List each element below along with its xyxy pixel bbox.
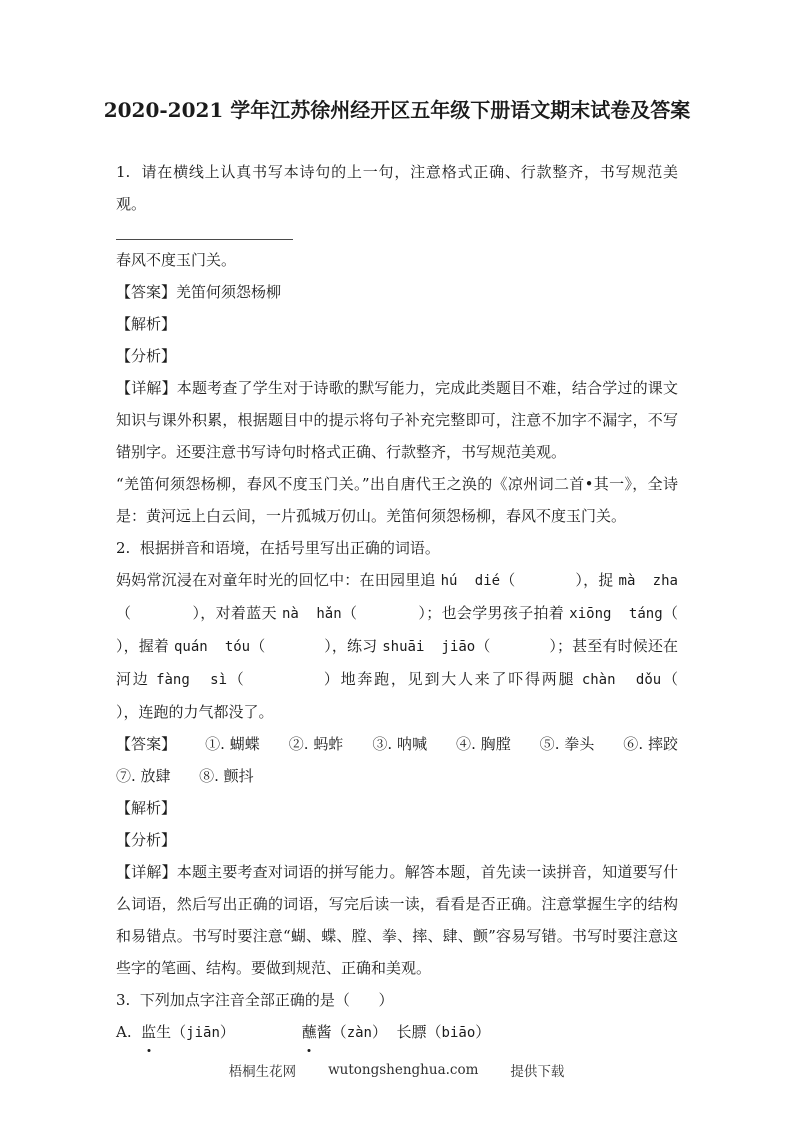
option-pinyin-run: biāo	[441, 1025, 476, 1041]
option-text-run: 酱（	[316, 1023, 347, 1041]
passage-text-run: （ ）；也会学男孩子拍着	[341, 604, 570, 622]
option-pinyin-run: jiān	[186, 1025, 220, 1041]
page-title: 2020-2021 学年江苏徐州经开区五年级下册语文期末试卷及答案	[103, 98, 691, 122]
passage-text-run: （ ），对着蓝天	[116, 604, 282, 622]
passage-text-run: 妈妈常沉浸在对童年时光的回忆中：在田园里追	[116, 571, 441, 589]
dotted-char: 蘸	[302, 1016, 317, 1048]
q2-answer: 【答案】 ①. 蝴蝶 ②. 蚂蚱 ③. 呐喊 ④. 胸膛 ⑤. 拳头 ⑥. 摔跤 ⑦. 放肆 ⑧. 颤抖	[116, 735, 698, 785]
option-text-run: 长膘（	[396, 1023, 442, 1041]
q2-jiexi-heading: 【解析】	[116, 799, 177, 817]
q1-stem: 1. 请在横线上认真书写本诗句的上一句，注意格式正确、行款整齐，书写规范美观。	[116, 163, 678, 213]
q2-passage	[116, 564, 736, 728]
q1-source-note: “羌笛何须怨杨柳，春风不度玉门关。”出自唐代王之涣的《凉州词二首•其一》，全诗是：黄河远上白云间，一片孤城万仞山。羌笛何须怨杨柳，春风不度玉门关。	[116, 475, 678, 525]
passage-text-run: （ ），捉	[500, 571, 619, 589]
answer-blank-line	[116, 227, 293, 240]
passage-pinyin-run: quán tóu	[173, 639, 251, 655]
passage-text-run: （ ），连跑的力气都没了。	[116, 670, 736, 721]
download-label: 提供下载	[510, 1064, 565, 1080]
option-label: A.	[116, 1023, 142, 1041]
page-footer	[0, 1060, 793, 1080]
q1-answer: 【答案】羌笛何须怨杨柳	[116, 283, 282, 301]
passage-text-run: （ ），握着	[116, 604, 736, 655]
passage-pinyin-run: xiōng táng	[569, 606, 663, 622]
site-url: wutongshenghua.com	[328, 1062, 479, 1078]
option-pinyin-run: zàn	[346, 1025, 372, 1041]
passage-pinyin-run: shuāi jiāo	[382, 639, 476, 655]
passage-text-run: （ ）地奔跑，见到大人来了吓得两腿	[227, 670, 582, 688]
passage-pinyin-run: nà hǎn	[282, 606, 342, 622]
q1-given-verse: 春风不度玉门关。	[116, 251, 237, 269]
site-name: 梧桐生花网	[228, 1064, 297, 1080]
passage-pinyin-run: fàng sì	[156, 672, 228, 688]
q2-detail: 【详解】本题主要考查对词语的拼写能力。解答本题，首先读一读拼音，知道要写什么词语，然后写出正确的词语，写完后读一读，看看是否正确。注意掌握生字的结构和易错点。书写时要注意“蝴、蝶、膛、拳、摔、肆、颤”容易写错。书写时要注意这些字的笔画、结构。要做到规范、正确和美观。	[116, 863, 678, 977]
q3-stem: 3. 下列加点字注音全部正确的是（ ）	[116, 991, 394, 1009]
q1-jiexi-heading: 【解析】	[116, 315, 177, 333]
passage-pinyin-run: mà zha	[618, 573, 678, 589]
option-text-run: ）	[371, 1023, 397, 1041]
q2-stem: 2. 根据拼音和语境，在括号里写出正确的词语。	[116, 539, 440, 557]
passage-text-run: （ ）；甚至有时候还在河边	[116, 637, 678, 688]
q1-fenxi-heading: 【分析】	[116, 347, 177, 365]
passage-pinyin-run: hú dié	[440, 573, 501, 589]
passage-text-run: （ ），练习	[250, 637, 383, 655]
dotted-char: 监	[141, 1016, 156, 1048]
q1-detail: 【详解】本题考查了学生对于诗歌的默写能力，完成此类题目不难，结合学过的课文知识与课外积累，根据题目中的提示将句子补充完整即可，注意不加字不漏字，不写错别字。还要注意书写诗句时格式正确、行款整齐，书写规范美观。	[116, 379, 678, 461]
option-text-run: 生（	[156, 1023, 187, 1041]
passage-pinyin-run: chàn dǒu	[581, 672, 662, 688]
option-text-run: ）	[219, 1023, 302, 1041]
q3-option-a	[116, 1016, 678, 1049]
q2-fenxi-heading: 【分析】	[116, 831, 177, 849]
option-text-run: ）	[475, 1023, 491, 1041]
